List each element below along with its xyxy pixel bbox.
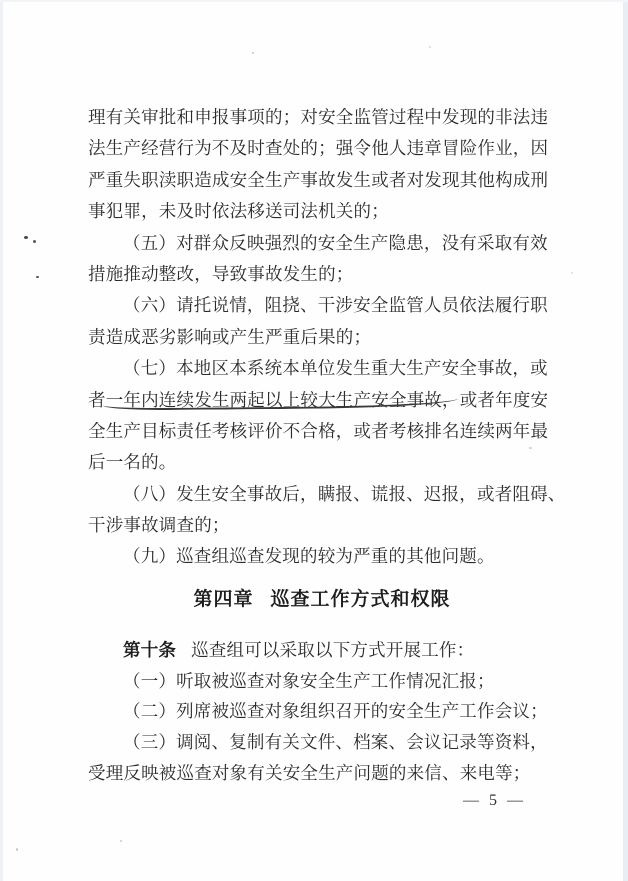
page-number: — 5 — bbox=[463, 791, 526, 809]
scan-speck bbox=[429, 46, 431, 48]
underline-post-text: ，或者年度安 bbox=[442, 389, 549, 410]
scan-speck bbox=[120, 840, 122, 842]
body-line: 受理反映被巡查对象有关安全生产问题的来信、来电等； bbox=[88, 763, 531, 784]
underline-pre-text: 者 bbox=[88, 389, 106, 410]
body-line: 干涉事故调查的； bbox=[88, 515, 230, 536]
scan-speck bbox=[24, 236, 28, 239]
body-line-item-2: （二）列席被巡查对象组织召开的安全生产工作会议； bbox=[123, 701, 548, 722]
body-line: 全生产目标责任考核评价不合格，或者考核排名连续两年最 bbox=[88, 420, 549, 441]
chapter-heading bbox=[88, 585, 556, 615]
body-line: 后一名的。 bbox=[88, 452, 177, 473]
body-line-item-9: （九）巡查组巡查发现的较为严重的其他问题。 bbox=[123, 546, 495, 567]
body-line: 严重失职渎职造成安全生产事故发生或者对发现其他构成刑 bbox=[88, 169, 549, 190]
body-line-item-7: （七）本地区本系统本单位发生重大生产安全事故，或 bbox=[123, 358, 548, 379]
body-line: 法生产经营行为不及时查处的；强令他人违章冒险作业，因 bbox=[88, 138, 549, 159]
chapter-four-body bbox=[88, 635, 556, 813]
scan-speck bbox=[16, 848, 18, 851]
body-line-item-3: （三）调阅、复制有关文件、档案、会议记录等资料， bbox=[123, 732, 548, 753]
body-line: 事犯罪，未及时依法移送司法机关的； bbox=[88, 201, 389, 222]
scan-speck bbox=[36, 276, 39, 278]
body-line: 责造成恶劣影响或产生严重后果的； bbox=[88, 326, 372, 347]
document-body bbox=[88, 102, 566, 813]
scan-edge-top bbox=[0, 0, 628, 2]
body-line-item-8: （八）发生安全事故后，瞒报、谎报、迟报，或者阻碍、 bbox=[123, 483, 566, 504]
chapter-title: 巡查工作方式和权限 bbox=[270, 588, 451, 610]
article-text: 巡查组可以采取以下方式开展工作： bbox=[191, 639, 475, 660]
scan-speck bbox=[571, 272, 573, 274]
scan-edge-left bbox=[0, 0, 3, 881]
article-ten-line bbox=[88, 635, 556, 666]
scan-speck bbox=[33, 240, 36, 243]
body-line: 措施推动整改，导致事故发生的； bbox=[88, 263, 354, 284]
hand-drawn-underline: 一年内连续发生两起以上较大生产安全事故 bbox=[105, 389, 443, 410]
body-line-with-underline bbox=[88, 385, 556, 416]
body-line-item-6: （六）请托说情，阻挠、干涉安全监管人员依法履行职 bbox=[123, 295, 548, 316]
body-line-item-1: （一）听取被巡查对象安全生产工作情况汇报； bbox=[123, 670, 495, 691]
scan-edge-right bbox=[623, 0, 628, 881]
chapter-number: 第四章 bbox=[193, 588, 254, 610]
scan-speck bbox=[252, 52, 254, 54]
body-line: 理有关审批和申报事项的；对安全监管过程中发现的非法违 bbox=[88, 107, 549, 127]
article-number: 第十条 bbox=[123, 639, 177, 660]
body-line-item-5: （五）对群众反映强烈的安全生产隐患，没有采取有效 bbox=[123, 232, 548, 253]
